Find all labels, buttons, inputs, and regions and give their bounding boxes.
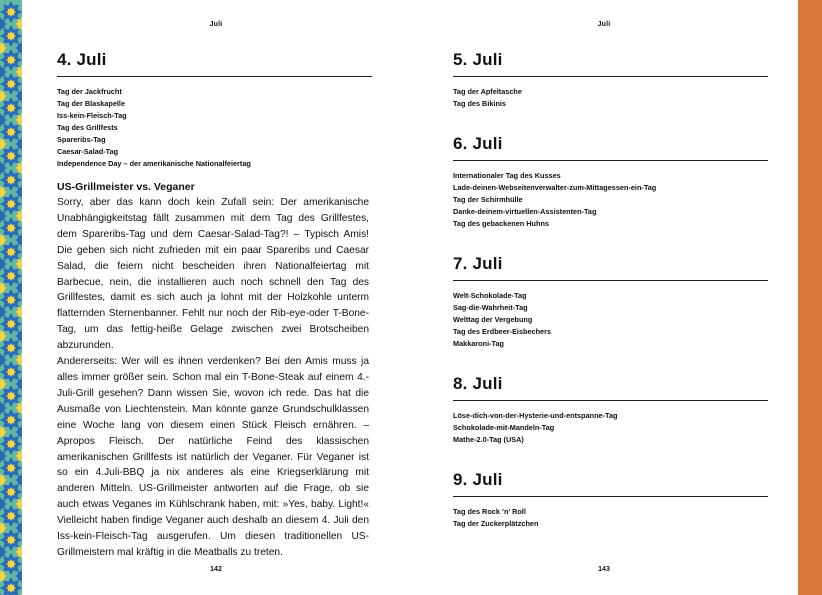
day-item: Welttag der Vergebung	[453, 315, 533, 324]
day-item: Tag des Erdbeer-Eisbechers	[453, 327, 552, 336]
day-item: Löse-dich-von-der-Hysterie-und-entspanne-Tag	[453, 411, 618, 420]
article-paragraph: Sorry, aber das kann doch kein Zufall sein: Der amerikanische Unabhängigkeitstag fällt zusammen mit dem Tag des Grillfestes, dem Spareribs-Tag und dem Caesar-Salad-Tag?! – Typisch Amis! Die geben sich nicht zufrieden mit ein paar Spareribs und Caesar Salad, die feiern nicht bescheiden ihren Nationalfeiertag mit Barbecue, nein, die installieren auch noch schnell den Tag des Grillfestes, damit es sich auch ja lohnt mit der Holzkohle unterm flatternden Sternenbanner. Fehlt nur noch der Rib-eye-oder T-Bone-Tag, um das fettig-heiße Gelage zwischen zwei Brotscheiben abzurunden.	[57, 197, 369, 352]
date-heading: 6. Juli	[453, 134, 768, 161]
day-item: Welt-Schokolade-Tag	[453, 291, 527, 300]
day-item: Tag des Bikinis	[453, 99, 506, 108]
article	[57, 180, 369, 561]
day-list	[453, 170, 768, 230]
date-heading: 5. Juli	[453, 50, 768, 77]
day-item: Tag der Zuckerplätzchen	[453, 519, 539, 528]
day-item: Caesar-Salad-Tag	[57, 147, 119, 156]
day-item: Spareribs-Tag	[57, 135, 106, 144]
running-head: Juli	[597, 21, 611, 28]
day-item: Schokolade-mit-Mandeln-Tag	[453, 423, 555, 432]
day-item: Tag des gebackenen Huhns	[453, 219, 549, 228]
book-edge	[798, 0, 822, 595]
day-item: Tag der Schirmhülle	[453, 195, 523, 204]
running-head: Juli	[209, 21, 223, 28]
date-section-6-july	[453, 134, 768, 230]
day-item: Internationaler Tag des Kusses	[453, 171, 561, 180]
page-number: 143	[598, 566, 610, 573]
left-page	[22, 0, 410, 595]
date-section-5-july	[453, 50, 768, 110]
day-item: Iss-kein-Fleisch-Tag	[57, 111, 127, 120]
right-page	[411, 0, 797, 595]
day-item: Tag der Jackfrucht	[57, 87, 122, 96]
date-heading: 4. Juli	[57, 50, 372, 77]
article-paragraph: Andererseits: Wer will es ihnen verdenken? Bei den Amis muss ja alles immer größer sein. Schon mal ein T-Bone-Steak auf einem 4.-Juli-Grill gesehen? Dann wissen Sie, wovon ich rede. Das hat die Ausmaße von Liechtenstein. Man könnte ganze Grundschulklassen eine Woche lang von diesem einen Stück Fleisch ernähren. – Apropos Fleisch. Der natürliche Feind des klassischen amerikanischen Grillfests ist natürlich der Veganer. Für Veganer ist so ein 4.Juli-BBQ ja nix anderes als eine Kriegserklärung mit anderen Mitteln. US-Grillmeister antworten auf die Frage, ob sie auch etwas Veganes im Kühlschrank haben, mit: »Yes, baby. Light!« Vielleicht haben findige Veganer auch deshalb an diesem 4. Juli den Iss-kein-Fleisch-Tag ausgerufen. Um diesen traditionellen US-Grillmeistern mal kräftig in die Meatballs zu treten.	[57, 356, 369, 558]
day-item: Tag des Rock ’n’ Roll	[453, 507, 526, 516]
day-list	[453, 290, 768, 350]
date-section-9-july	[453, 470, 768, 530]
day-item: Tag des Grillfests	[57, 123, 118, 132]
day-item: Danke-deinem-virtuellen-Assistenten-Tag	[453, 207, 597, 216]
day-item: Mathe-2.0-Tag (USA)	[453, 435, 524, 444]
decorative-pattern-strip	[0, 0, 22, 595]
day-list	[453, 506, 768, 530]
day-list	[453, 86, 768, 110]
date-section-8-july	[453, 374, 768, 446]
date-section-4-july	[57, 50, 372, 170]
day-item: Lade-deinen-Webseitenverwalter-zum-Mittagessen-ein-Tag	[453, 183, 657, 192]
date-heading: 8. Juli	[453, 374, 768, 401]
day-item: Sag-die-Wahrheit-Tag	[453, 303, 528, 312]
date-section-7-july	[453, 254, 768, 350]
star-pattern-icon	[0, 0, 22, 595]
date-heading: 7. Juli	[453, 254, 768, 281]
day-item: Makkaroni-Tag	[453, 339, 504, 348]
day-item: Tag der Apfeltasche	[453, 87, 522, 96]
day-item: Independence Day – der amerikanische Nationalfeiertag	[57, 159, 251, 168]
day-list	[453, 410, 768, 446]
article-title: US-Grillmeister vs. Veganer	[57, 181, 195, 193]
date-heading: 9. Juli	[453, 470, 768, 497]
day-list	[57, 86, 372, 170]
day-item: Tag der Blaskapelle	[57, 99, 125, 108]
page-number: 142	[210, 566, 222, 573]
